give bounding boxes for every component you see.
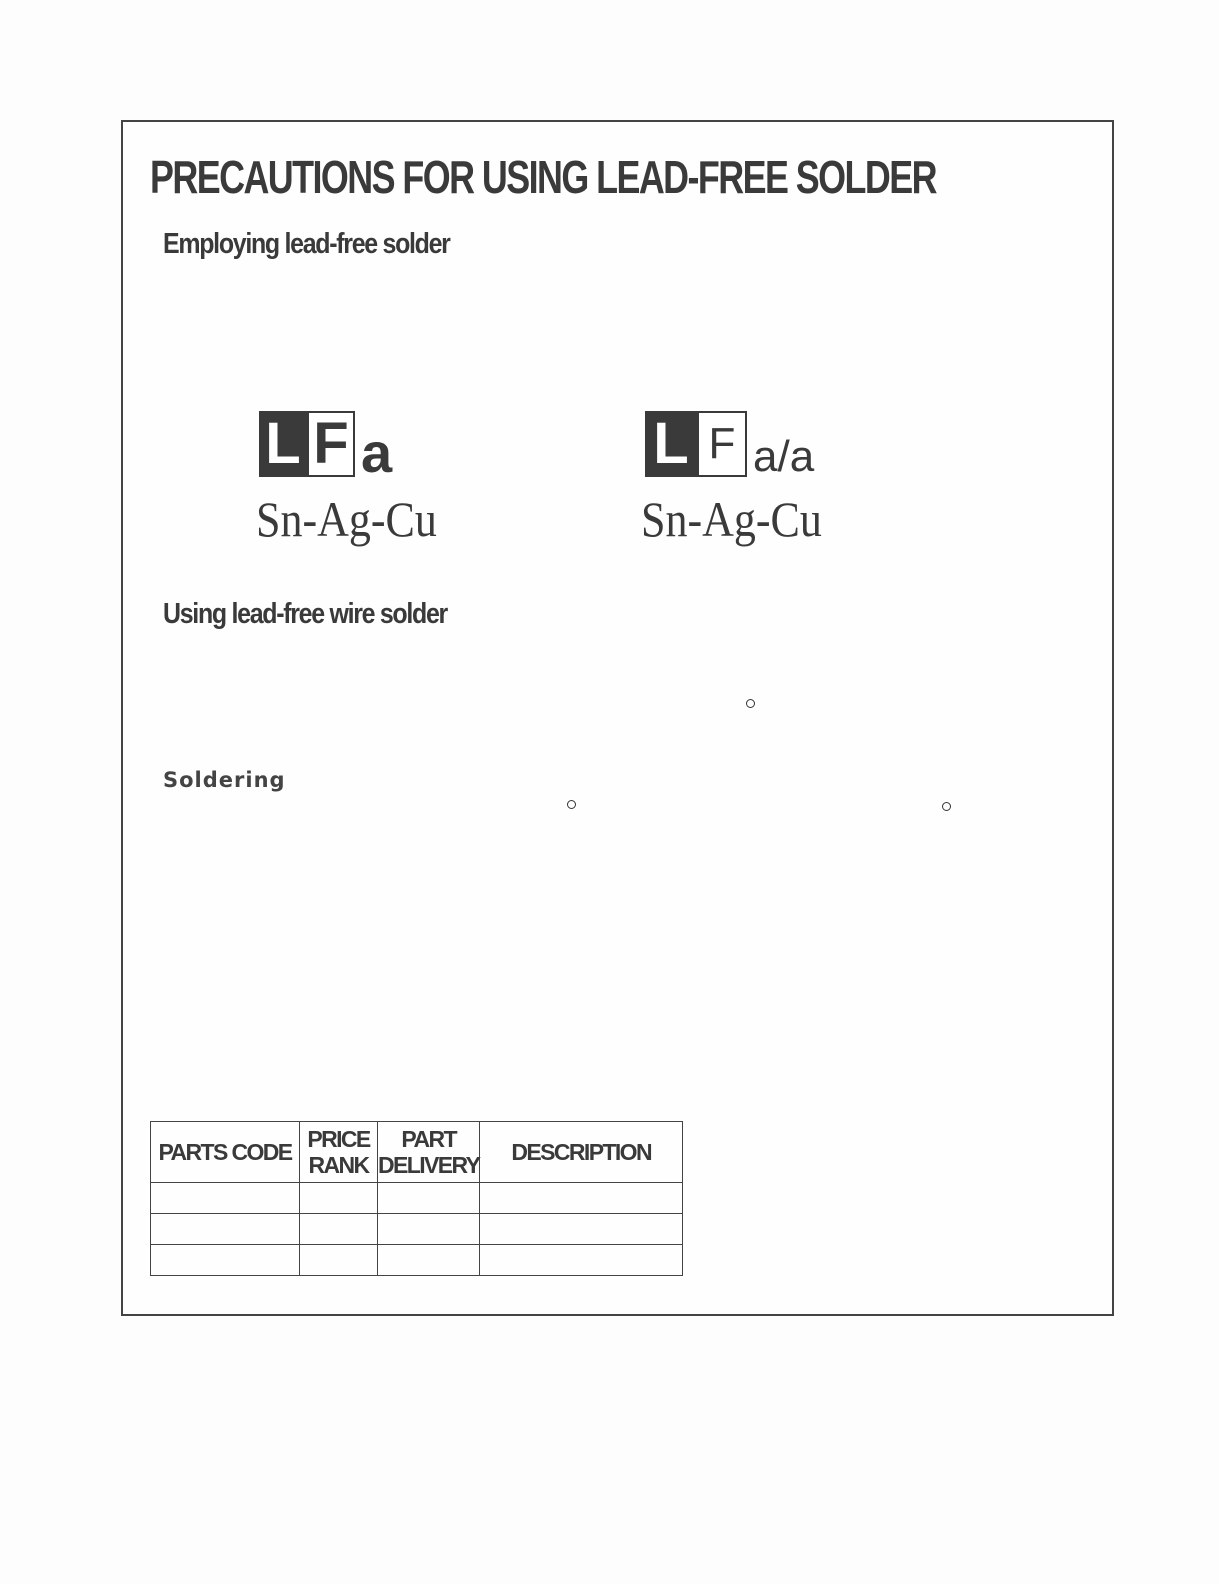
table-cell [151,1183,300,1214]
mark-box-l: L [259,411,307,477]
header-price: PRICE [307,1125,370,1152]
mark-box-l: L [645,411,697,477]
header-delivery: DELIVERY [378,1152,480,1178]
parts-table [150,1121,683,1276]
mark-suffix: a [361,421,393,484]
table-cell [300,1214,378,1245]
table-cell [480,1245,683,1276]
degree-symbol [746,699,755,708]
degree-symbol [567,800,576,809]
table-cell [151,1214,300,1245]
table-cell [300,1245,378,1276]
section-heading-wire-solder: Using lead-free wire solder [163,598,447,630]
table-cell [300,1183,378,1214]
alloy-label-2: Sn-Ag-Cu [641,491,822,547]
page-title: PRECAUTIONS FOR USING LEAD-FREE SOLDER [150,151,936,203]
header-price-rank [300,1122,378,1183]
section-heading-soldering: Soldering [163,768,286,792]
alloy-label-1: Sn-Ag-Cu [256,491,437,547]
lead-free-mark-2 [645,411,815,481]
table-row [151,1245,683,1276]
header-rank: RANK [308,1152,369,1178]
table-cell [378,1214,480,1245]
mark-box-f: F [307,411,355,477]
header-part-delivery [378,1122,480,1183]
table-cell [378,1245,480,1276]
section-heading-employing: Employing lead-free solder [163,228,450,260]
table-cell [480,1214,683,1245]
header-parts-code: PARTS CODE [151,1122,300,1183]
table-cell [480,1183,683,1214]
header-description: DESCRIPTION [480,1122,683,1183]
degree-symbol [942,802,951,811]
table-row [151,1214,683,1245]
table-row [151,1183,683,1214]
lead-free-mark-1 [259,411,393,484]
table-header-row [151,1122,683,1183]
header-part: PART [401,1125,456,1152]
mark-box-f: F [697,411,747,477]
mark-suffix: a/a [753,432,815,481]
table-cell [378,1183,480,1214]
table-cell [151,1245,300,1276]
